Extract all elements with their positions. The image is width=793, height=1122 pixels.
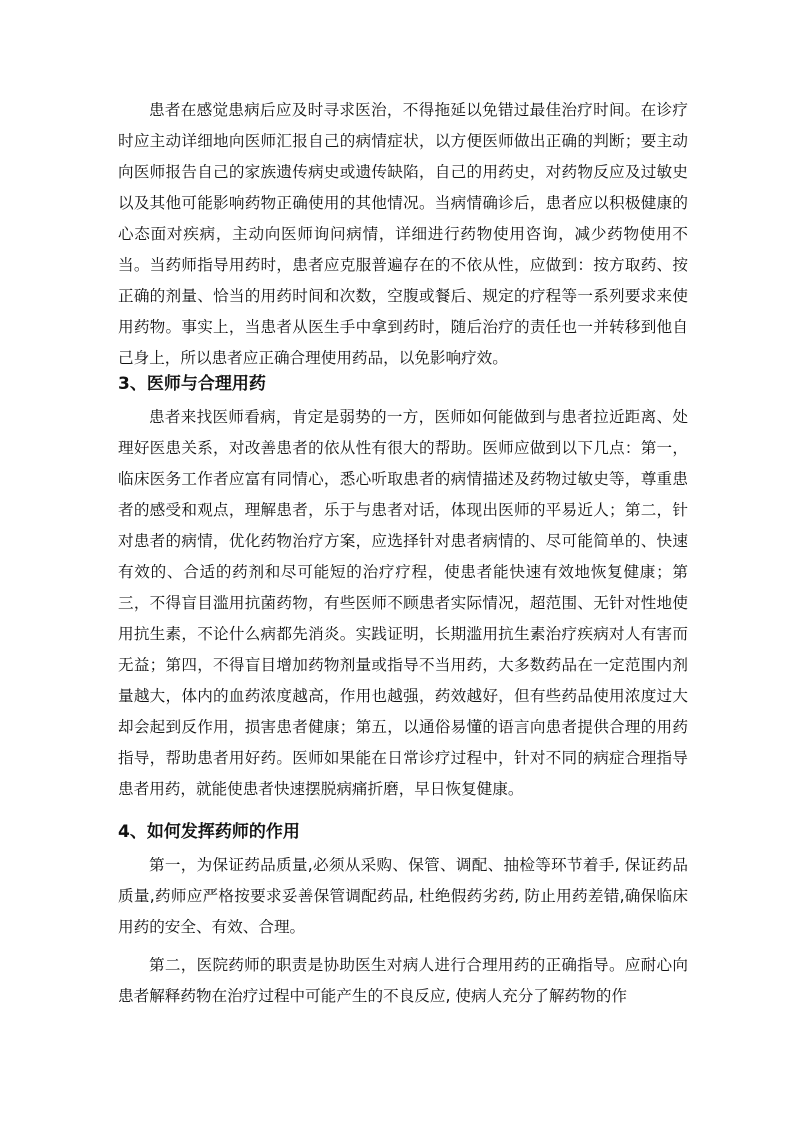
paragraph-drug-quality: 第一，为保证药品质量,必须从采购、保管、调配、抽检等环节着手, 保证药品质量,药师应严格按要求妥善保管调配药品, 杜绝假药劣药, 防止用药差错,确保临床用药的安全、有效、合理。 xyxy=(118,856,688,936)
paragraph-patient-responsibility: 患者在感觉患病后应及时寻求医治，不得拖延以免错过最佳治疗时间。在诊疗时应主动详细地向医师汇报自己的病情症状，以方便医师做出正确的判断；要主动向医师报告自己的家族遗传病史或遗传缺陷，自己的用药史，对药物反应及过敏史以及其他可能影响药物正确使用的其他情况。当病情确诊后，患者应以积极健康的心态面对疾病，主动向医师询问病情，详细进行药物使用咨询，减少药物使用不当。当药师指导用药时，患者应克服普遍存在的不依从性，应做到：按方取药、按正确的剂量、恰当的用药时间和次数，空腹或餐后、规定的疗程等一系列要求来使用药物。事实上，当患者从医生手中拿到药时，随后治疗的责任也一并转移到他自己身上，所以患者应正确合理使用药品，以免影响疗效。 xyxy=(118,101,688,367)
paragraph-pharmacist-duty: 第二，医院药师的职责是协助医生对病人进行合理用药的正确指导。应耐心向患者解释药物在治疗过程中可能产生的不良反应, 使病人充分了解药物的作 xyxy=(118,956,688,1005)
section-heading-pharmacist: 4、如何发挥药师的作用 xyxy=(118,822,300,842)
section-heading-physician: 3、医师与合理用药 xyxy=(118,374,266,394)
paragraph-physician-guidance: 患者来找医师看病，肯定是弱势的一方，医师如何能做到与患者拉近距离、处理好医患关系，对改善患者的依从性有很大的帮助。医师应做到以下几点：第一，临床医务工作者应富有同情心，悉心听取患者的病情描述及药物过敏史等，尊重患者的感受和观点，理解患者，乐于与患者对话，体现出医师的平易近人；第二，针对患者的病情，优化药物治疗方案，应选择针对患者病情的、尽可能简单的、快速有效的、合适的药剂和尽可能短的治疗疗程，使患者能快速有效地恢复健康；第三，不得盲目滥用抗菌药物，有些医师不顾患者实际情况，超范围、无针对性地使用抗生素，不论什么病都先消炎。实践证明，长期滥用抗生素治疗疾病对人有害而无益；第四，不得盲目增加药物剂量或指导不当用药，大多数药品在一定范围内剂量越大，体内的血药浓度越高，作用也越强，药效越好，但有些药品使用浓度过大却会起到反作用，损害患者健康；第五，以通俗易懂的语言向患者提供合理的用药指导，帮助患者用好药。医师如果能在日常诊疗过程中，针对不同的病症合理指导患者用药，就能使患者快速摆脱病痛折磨，早日恢复健康。 xyxy=(118,408,688,798)
